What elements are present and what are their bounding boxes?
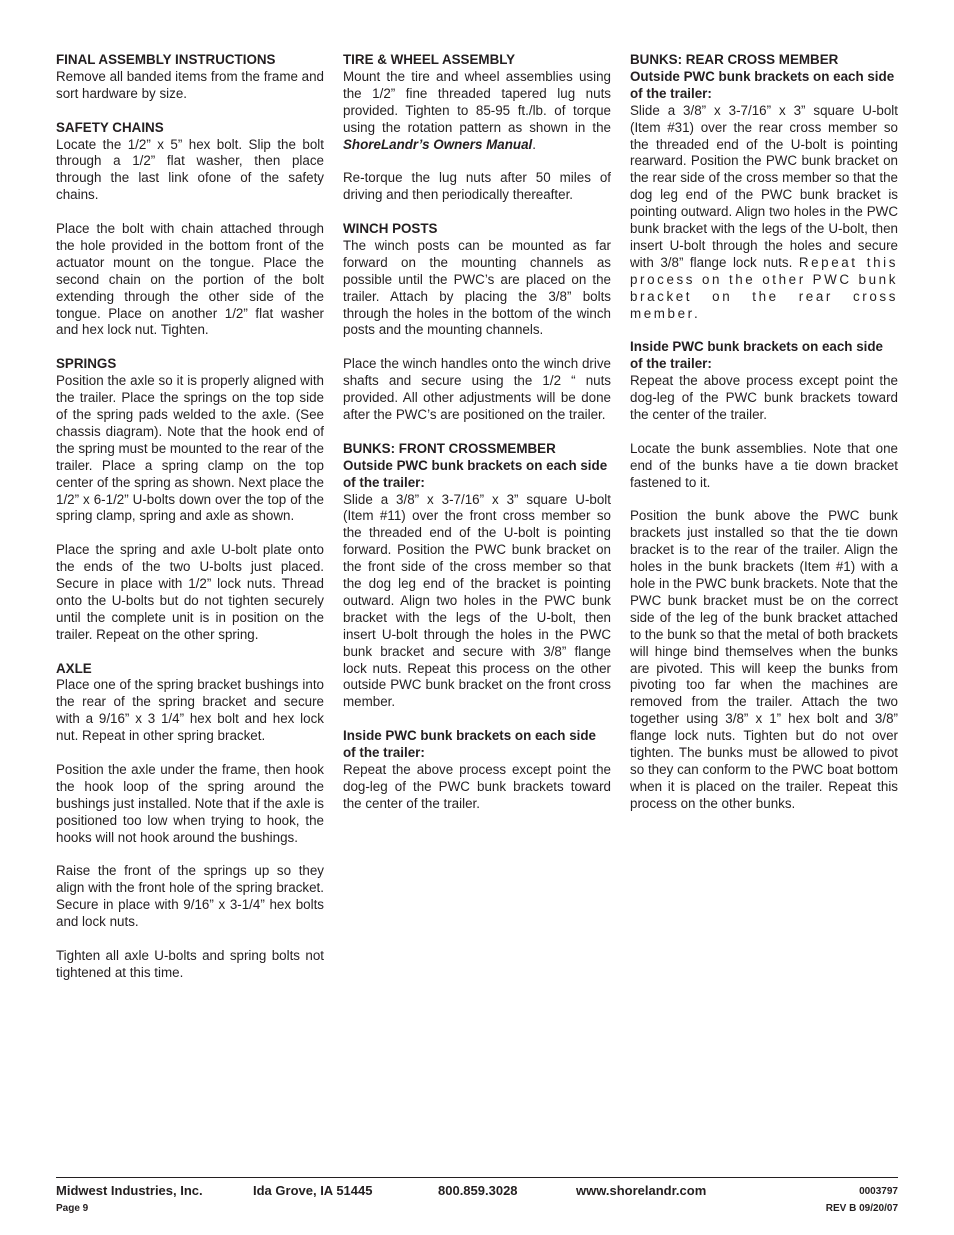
section-heading: SPRINGS <box>56 356 117 372</box>
paragraph <box>630 103 898 323</box>
paragraph: Tighten all axle U-bolts and spring bolts not tightened at this time. <box>56 947 324 980</box>
paragraph: Position the axle so it is properly aligned with the trailer. Place the springs on the top side of the spring pads welded to the axle. (See chassis diagram). Note that the hook end of the spring must be mounted to the rear of the trailer. Place a spring clamp on the top center of the spring as shown. Next place the 1/2” x 6-1/2” U-bolts down over the top of the spring clamp, spring and axle as shown. <box>56 373 324 524</box>
paragraph: Place one of the spring bracket bushings into the rear of the spring bracket and secure with a 9/16” x 3 1/4” hex bolt and hex lock nut. Repeat in other spring bracket. <box>56 677 324 744</box>
column-3 <box>630 52 898 830</box>
footer-phone: 800.859.3028 <box>438 1183 518 1198</box>
section-heading: FINAL ASSEMBLY INSTRUCTIONS <box>56 52 276 67</box>
paragraph: Slide a 3/8” x 3-7/16” x 3” square U-bolt (Item #11) over the front cross member so the threaded end of the U-bolt is pointing forward. Position the PWC bunk bracket on the front side of the cross member so that the dog leg end of the bracket is pointing outward. Align two holes in the PWC bunk bracket with the legs of the U-bolt, then insert U-bolt through the holes in the PWC bunk bracket and secure with 3/8” flange lock nuts. Repeat this process on the other outside PWC bunk bracket on the front cross member. <box>343 491 611 710</box>
section-springs <box>56 356 324 643</box>
paragraph: Position the axle under the frame, then hook the hook loop of the spring around the bushings just installed. Note that if the axle is positioned too low when trying to hook, the hooks will not hook around the bushings. <box>56 761 324 845</box>
section-tire-wheel <box>343 52 611 204</box>
paragraph: Place the bolt with chain attached through the hole provided in the bottom front of the actuator mount on the tongue. Place the second chain on the portion of the bolt extending through the other side of the tongue. Place on another 1/2” flat washer and hex lock nut. Tighten. <box>56 221 324 338</box>
paragraph-text: . <box>532 136 536 152</box>
section-heading: TIRE & WHEEL ASSEMBLY <box>343 52 516 67</box>
section-heading: AXLE <box>56 660 92 676</box>
section-heading: SAFETY CHAINS <box>56 119 164 135</box>
paragraph-text: Slide a 3/8” x 3-7/16” x 3” square U-bolt (Item #31) over the rear cross member so the threaded end of the U-bolt is pointing rearward. Position the PWC bunk bracket on the rear side of the cross member so that the dog leg end of the PWC bunk bracket is pointing outward. Align two holes in the PWC bunk bracket with the legs of the U-bolt, then insert U-bolt through the holes and secure with 3/8” flange lock nuts. <box>630 102 898 270</box>
footer-part-number: 0003797 <box>859 1186 898 1197</box>
paragraph: Repeat the above process except point the dog-leg of the PWC bunk brackets toward the center of the trailer. <box>630 373 898 423</box>
footer-revision: REV B 09/20/07 <box>825 1203 898 1214</box>
paragraph-text-spaced: Repeat this process on the other PWC bunk bracket on the rear cross member. <box>630 254 898 321</box>
paragraph: Place the spring and axle U-bolt plate onto the ends of the two U-bolts just placed. Secure in place with 1/2” lock nuts. Thread onto the U-bolts but do not tighten securely until the complete unit is in position on the trailer. Repeat on the other spring. <box>56 542 324 642</box>
paragraph-text: Mount the tire and wheel assemblies using the 1/2” fine threaded tapered lug nuts provided. Tighten to 85-95 ft./lb. of torque using the rotation pattern as shown in the <box>343 68 611 135</box>
paragraph: Locate the bunk assemblies. Note that one end of the bunks have a tie down bracket fastened to it. <box>630 440 898 490</box>
footer-company: Midwest Industries, Inc. <box>56 1183 203 1198</box>
column-2 <box>343 52 611 830</box>
section-winch-posts <box>343 221 611 424</box>
section-rear-cross-member <box>630 52 898 813</box>
section-final-assembly <box>56 52 324 103</box>
footer-divider <box>56 1177 898 1178</box>
subheading: Outside PWC bunk brackets on each side of the trailer: <box>343 457 608 490</box>
section-front-crossmember <box>343 441 611 813</box>
section-heading: BUNKS: FRONT CROSSMEMBER <box>343 440 556 456</box>
column-1 <box>56 52 324 999</box>
section-heading: WINCH POSTS <box>343 221 438 237</box>
paragraph: Remove all banded items from the frame and sort hardware by size. <box>56 68 324 101</box>
paragraph: Re-torque the lug nuts after 50 miles of driving and then periodically thereafter. <box>343 170 611 203</box>
paragraph: The winch posts can be mounted as far forward on the mounting channels as possible until the PWC’s are placed on the trailer. Attach by placing the 3/8” bolts through the holes in the bottom of the winch posts and the mounting channels. <box>343 237 611 338</box>
footer-website: www.shorelandr.com <box>576 1183 707 1198</box>
paragraph: Locate the 1/2” x 5” hex bolt. Slip the bolt through a 1/2” flat washer, then place through the last link ofone of the safety chains. <box>56 136 324 203</box>
section-safety-chains <box>56 120 324 340</box>
section-heading: BUNKS: REAR CROSS MEMBER <box>630 52 839 67</box>
paragraph: Repeat the above process except point the dog-leg of the PWC bunk brackets toward the center of the trailer. <box>343 761 611 811</box>
manual-reference: ShoreLandr’s Owners Manual <box>343 136 533 152</box>
subheading: Inside PWC bunk brackets on each side of the trailer: <box>630 339 884 372</box>
footer-page-number: Page 9 <box>56 1203 89 1214</box>
subheading: Outside PWC bunk brackets on each side of the trailer: <box>630 68 895 101</box>
paragraph: Position the bunk above the PWC bunk brackets just installed so that the tie down bracket is to the rear of the trailer. Align the holes in the bunk brackets (Item #1) with a hole in the PWC bunk brackets. Note that the PWC bunk bracket must be on the correct side of the leg of the bunk bracket attached to the bunk so that the metal of both brackets will hinge bind themselves when the bunks are pivoted. This will keep the bunks from pivoting too far when the machines are removed from the trailer. Attach the two together using 3/8” x 1” hex bolt and 3/8” flange lock nuts. Tighten but do not over tighten. The bunks must be allowed to pivot so they can conform to the PWC boat bottom when it is placed on the trailer. Repeat this process on the other bunks. <box>630 508 898 811</box>
paragraph: Raise the front of the springs up so they align with the front hole of the spring bracket. Secure in place with 9/16” x 3-1/4” hex bolts and lock nuts. <box>56 863 324 930</box>
paragraph: Place the winch handles onto the winch drive shafts and secure using the 1/2 “ nuts provided. All other adjustments will be done after the PWC’s are positioned on the trailer. <box>343 356 611 422</box>
footer-city: Ida Grove, IA 51445 <box>253 1183 373 1198</box>
paragraph <box>343 69 611 154</box>
subheading: Inside PWC bunk brackets on each side of the trailer: <box>343 728 597 761</box>
section-axle <box>56 661 324 982</box>
